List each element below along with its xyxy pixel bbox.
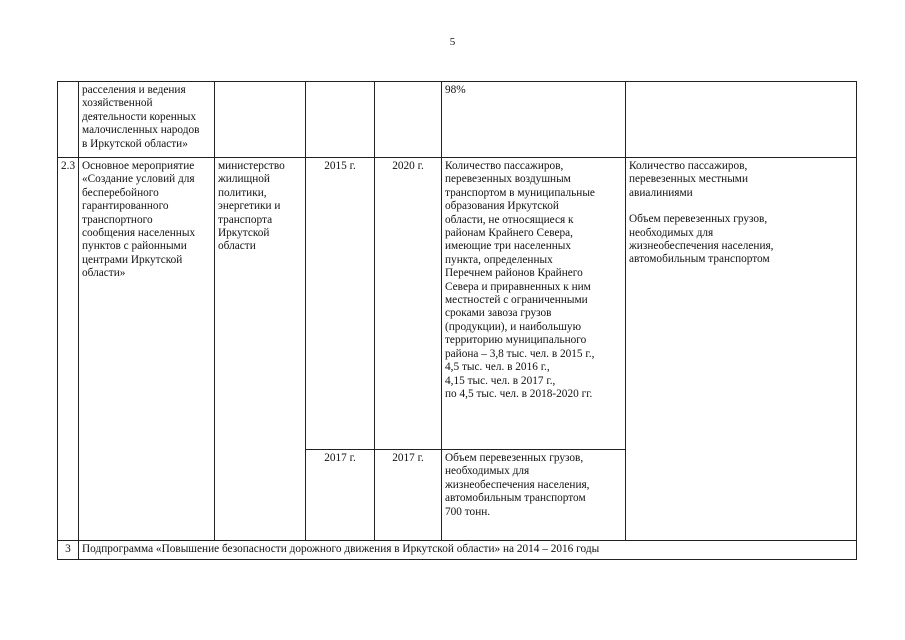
- indicator-line: необходимых для: [445, 465, 530, 478]
- indicator-line: автомобильным транспортом: [445, 492, 586, 505]
- indicator-line: территорию муниципального: [445, 334, 587, 347]
- cell-executor: [215, 82, 306, 158]
- indicator-line: района – 3,8 тыс. чел. в 2015 г.,: [445, 347, 595, 360]
- program-table: [57, 81, 857, 560]
- indicator-line: Перечнем районов Крайнего: [445, 267, 583, 280]
- cell-end-year: 2017 г.: [375, 450, 442, 541]
- cell-number: 3: [58, 541, 79, 560]
- indicator-line: 4,15 тыс. чел. в 2017 г.,: [445, 374, 556, 387]
- name-line: бесперебойного: [82, 186, 159, 199]
- indicator-line: пункта, определенных: [445, 253, 553, 266]
- criteria-line: автомобильным транспортом: [629, 253, 770, 266]
- indicator-line: Количество пассажиров,: [445, 160, 564, 172]
- table-row-continued: [58, 82, 857, 158]
- cell-indicator: [442, 158, 626, 450]
- name-line: области»: [82, 267, 126, 280]
- cell-event-name: [79, 158, 215, 541]
- criteria-line: необходимых для: [629, 226, 714, 239]
- name-line: транспортного: [82, 213, 153, 226]
- indicator-line: 700 тонн.: [445, 505, 491, 518]
- cell-subprogram-title: Подпрограмма «Повышение безопасности дорожного движения в Иркутской области» на 2014 – 2016 годы: [79, 541, 857, 560]
- criteria-line: Количество пассажиров,: [629, 160, 748, 172]
- name-line: деятельности коренных: [82, 110, 197, 123]
- executor-line: транспорта: [218, 213, 273, 226]
- table-row-subprogram: [58, 541, 857, 560]
- indicator-line: (продукции), и наибольшую: [445, 320, 582, 333]
- criteria-line: авиалиниями: [629, 186, 693, 199]
- indicator-line: области, не относящиеся к: [445, 213, 574, 226]
- criteria-line: Объем перевезенных грузов,: [629, 213, 768, 226]
- cell-number: [58, 82, 79, 158]
- cell-criteria: [626, 158, 857, 541]
- name-line: хозяйственной: [82, 97, 153, 110]
- name-line: гарантированного: [82, 200, 169, 213]
- criteria-line: жизнеобеспечения населения,: [629, 240, 774, 253]
- executor-line: Иркутской: [218, 227, 270, 240]
- name-line: малочисленных народов: [82, 124, 200, 137]
- executor-line: энергетики и: [218, 200, 281, 213]
- name-line: в Иркутской области»: [82, 137, 188, 150]
- table-row-2-3: [58, 158, 857, 450]
- page-number: 5: [449, 36, 456, 48]
- cell-indicator: [442, 82, 626, 158]
- executor-line: политики,: [218, 186, 267, 199]
- cell-end-year: 2020 г.: [375, 158, 442, 450]
- indicator-value: 98%: [445, 84, 466, 96]
- indicator-line: Объем перевезенных грузов,: [445, 452, 584, 464]
- cell-executor: [215, 158, 306, 541]
- indicator-line: сроками завоза грузов: [445, 307, 552, 320]
- indicator-line: Севера и приравненных к ним: [445, 280, 591, 293]
- cell-start-year: 2017 г.: [306, 450, 375, 541]
- cell-indicator: [442, 450, 626, 541]
- executor-line: области: [218, 240, 256, 253]
- name-line: центрами Иркутской: [82, 253, 183, 266]
- name-line: расселения и ведения: [82, 84, 186, 96]
- indicator-line: перевезенных воздушным: [445, 173, 571, 186]
- cell-criteria: [626, 82, 857, 158]
- cell-start-year: [306, 82, 375, 158]
- indicator-line: по 4,5 тыс. чел. в 2018-2020 гг.: [445, 387, 593, 400]
- criteria-line: перевезенных местными: [629, 173, 748, 186]
- name-line: сообщения населенных: [82, 227, 196, 240]
- indicator-line: транспортом в муниципальные: [445, 186, 595, 199]
- indicator-line: имеющие три населенных: [445, 240, 572, 253]
- executor-line: министерство: [218, 160, 285, 172]
- indicator-line: районам Крайнего Севера,: [445, 227, 573, 240]
- cell-event-name: [79, 82, 215, 158]
- indicator-line: образования Иркутской: [445, 200, 559, 213]
- cell-number: 2.3: [58, 158, 79, 541]
- indicator-line: жизнеобеспечения населения,: [445, 478, 590, 491]
- indicator-line: местностей с ограниченными: [445, 294, 588, 307]
- cell-start-year: 2015 г.: [306, 158, 375, 450]
- executor-line: жилищной: [218, 173, 270, 186]
- indicator-line: 4,5 тыс. чел. в 2016 г.,: [445, 361, 550, 374]
- name-line: Основное мероприятие: [82, 160, 195, 172]
- name-line: «Создание условий для: [82, 173, 195, 186]
- name-line: пунктов с районными: [82, 240, 187, 253]
- cell-end-year: [375, 82, 442, 158]
